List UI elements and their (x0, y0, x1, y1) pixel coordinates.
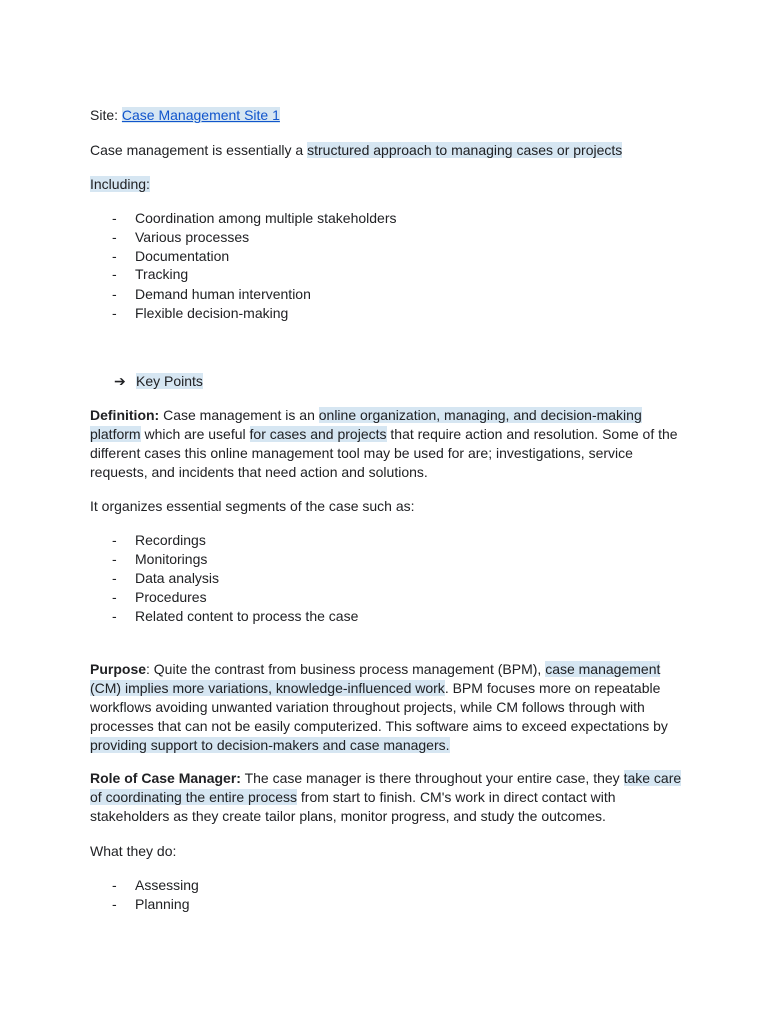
list-dash: - (112, 896, 117, 912)
list-item-text: Coordination among multiple stakeholders (135, 210, 397, 226)
site-link[interactable]: Case Management Site 1 (121, 107, 280, 123)
list-dash: - (112, 305, 117, 321)
purpose-text-2: . BPM focuses more on repeatable workflows avoiding unwanted variation throughout projects, while CM follows through with processes that can not be easily computerized. This software aims to exceed expectations by (90, 680, 668, 734)
list-item-text: Planning (135, 896, 190, 912)
list-dash: - (112, 532, 117, 548)
role-highlight: take care of coordinating the entire process (90, 770, 682, 805)
purpose-label: Purpose (90, 661, 147, 677)
list-item-text: Documentation (135, 248, 230, 264)
including-line (90, 175, 682, 194)
list-dash: - (112, 248, 117, 264)
purpose-text-1: : Quite the contrast from business process management (BPM), (146, 661, 546, 677)
list-dash: - (112, 229, 117, 245)
site-label: Site: (90, 107, 122, 123)
what-they-do-text: What they do: (90, 843, 177, 859)
list-dash: - (112, 570, 117, 586)
definition-text-2: which are useful (140, 426, 250, 442)
list-dash: - (112, 210, 117, 226)
definition-text-1: Case management is an (159, 407, 319, 423)
list-item-text: Data analysis (135, 570, 220, 586)
organizes-text: It organizes essential segments of the case such as: (90, 498, 415, 514)
list-dash: - (112, 589, 117, 605)
list-dash: - (112, 266, 117, 282)
role-paragraph (90, 769, 682, 826)
key-points-heading (114, 372, 203, 391)
purpose-highlight-1: case management (CM) implies more variations, knowledge-influenced work (90, 661, 661, 696)
list-item-text: Tracking (135, 266, 189, 282)
key-points-label: Key Points (136, 373, 203, 389)
role-text-2: from start to finish. CM's work in direct contact with stakeholders as they create tailor plans, monitor progress, and study the outcomes. (90, 789, 616, 824)
what-they-do-line (90, 842, 682, 861)
definition-text-3: that require action and resolution. Some of the different cases this online management tool may be used for are; investigations, service requests, and incidents that need action and solutions. (90, 426, 678, 480)
list-item-text: Demand human intervention (135, 286, 311, 302)
site-line (90, 106, 682, 125)
list-dash: - (112, 608, 117, 624)
definition-highlight-2: for cases and projects (249, 426, 387, 442)
list-item-text: Various processes (135, 229, 250, 245)
organizes-line (90, 497, 682, 516)
arrow-right-icon: ➔ (114, 373, 126, 389)
definition-highlight-1: online organization, managing, and decision-making platform (90, 407, 642, 442)
role-text-1: The case manager is there throughout your entire case, they (240, 770, 624, 786)
list-item-text: Flexible decision-making (135, 305, 289, 321)
list-item-text: Recordings (135, 532, 206, 548)
including-label: Including: (90, 176, 150, 192)
role-label: Role of Case Manager: (90, 770, 241, 786)
list-item-text: Related content to process the case (135, 608, 359, 624)
list-item-text: Monitorings (135, 551, 208, 567)
definition-label: Definition: (90, 407, 160, 423)
intro-highlight: structured approach to managing cases or projects (307, 142, 623, 158)
list-dash: - (112, 286, 117, 302)
list-dash: - (112, 551, 117, 567)
list-item-text: Procedures (135, 589, 207, 605)
intro-paragraph (90, 141, 682, 160)
list-item-text: Assessing (135, 877, 199, 893)
purpose-highlight-2: providing support to decision-makers and case managers. (90, 737, 450, 753)
purpose-paragraph (90, 660, 682, 755)
list-dash: - (112, 877, 117, 893)
definition-paragraph (90, 406, 682, 482)
intro-text: Case management is essentially a (90, 142, 308, 158)
